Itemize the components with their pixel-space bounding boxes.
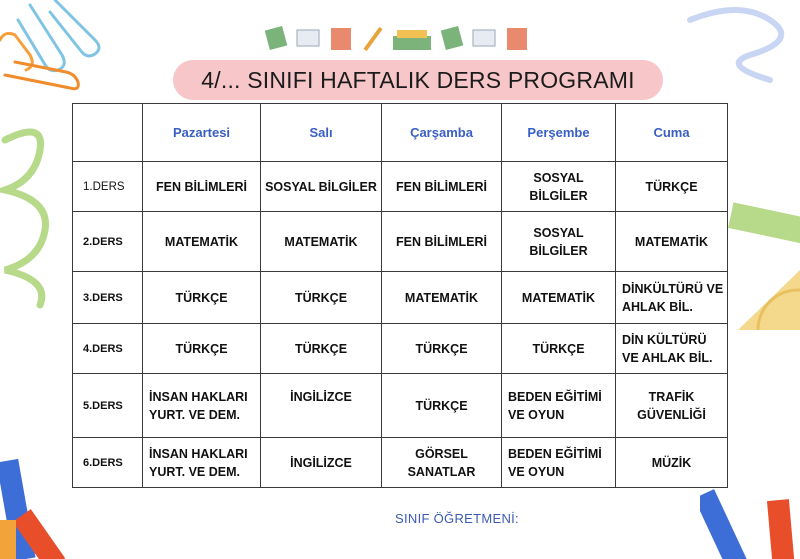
period-label: 5.DERS [73,374,143,438]
paperclips-decoration [0,0,120,100]
lesson-cell: DİN KÜLTÜRÜ VE AHLAK BİL. [616,324,728,374]
lesson-cell: MATEMATİK [382,272,502,324]
page-title-banner [173,60,663,100]
lesson-cell: TÜRKÇE [143,324,261,374]
weekly-schedule-table [72,103,728,488]
lesson-cell: SOSYAL BİLGİLER [502,162,616,212]
period-label: 3.DERS [73,272,143,324]
lesson-cell: İNSAN HAKLARI YURT. VE DEM. [143,438,261,488]
lesson-cell: MÜZİK [616,438,728,488]
period-label: 2.DERS [73,212,143,272]
lesson-cell: BEDEN EĞİTİMİ VE OYUN [502,374,616,438]
corner-cell [73,104,143,162]
lesson-cell: TÜRKÇE [261,272,382,324]
table-row [73,212,728,272]
lesson-cell: İNGİLİZCE [261,374,382,438]
day-header: Cuma [616,104,728,162]
lesson-cell: İNSAN HAKLARI YURT. VE DEM. [143,374,261,438]
lesson-cell: TÜRKÇE [143,272,261,324]
lesson-cell: TRAFİK GÜVENLİĞİ [616,374,728,438]
lesson-cell: MATEMATİK [616,212,728,272]
school-supplies-icon [265,22,535,54]
lesson-cell: İNGİLİZCE [261,438,382,488]
lesson-cell: FEN BİLİMLERİ [382,162,502,212]
lesson-cell: TÜRKÇE [502,324,616,374]
day-header: Çarşamba [382,104,502,162]
crayons-left-decoration [0,450,80,559]
day-header: Perşembe [502,104,616,162]
lesson-cell: SOSYAL BİLGİLER [261,162,382,212]
lesson-cell: TÜRKÇE [382,324,502,374]
ruler-protractor-icon [728,200,800,335]
squiggle-green-decoration [0,120,70,310]
lesson-cell: GÖRSEL SANATLAR [382,438,502,488]
lesson-cell: TÜRKÇE [382,374,502,438]
table-row [73,438,728,488]
table-row [73,324,728,374]
table-row [73,272,728,324]
day-header: Pazartesi [143,104,261,162]
lesson-cell: MATEMATİK [502,272,616,324]
header-row [73,104,728,162]
lesson-cell: SOSYAL BİLGİLER [502,212,616,272]
lesson-cell: BEDEN EĞİTİMİ VE OYUN [502,438,616,488]
day-header: Salı [261,104,382,162]
period-label: 6.DERS [73,438,143,488]
period-label: 1.DERS [73,162,143,212]
table-row [73,162,728,212]
table-row [73,374,728,438]
teacher-signature-label: SINIF ÖĞRETMENİ: [395,511,519,526]
lesson-cell: DİNKÜLTÜRÜ VE AHLAK BİL. [616,272,728,324]
lesson-cell: MATEMATİK [261,212,382,272]
period-label: 4.DERS [73,324,143,374]
squiggle-blue-decoration [680,0,800,90]
crayons-right-decoration [700,480,800,559]
lesson-cell: MATEMATİK [143,212,261,272]
lesson-cell: FEN BİLİMLERİ [143,162,261,212]
page-title: 4/... SINIFI HAFTALIK DERS PROGRAMI [201,66,635,93]
lesson-cell: TÜRKÇE [616,162,728,212]
lesson-cell: TÜRKÇE [261,324,382,374]
lesson-cell: FEN BİLİMLERİ [382,212,502,272]
